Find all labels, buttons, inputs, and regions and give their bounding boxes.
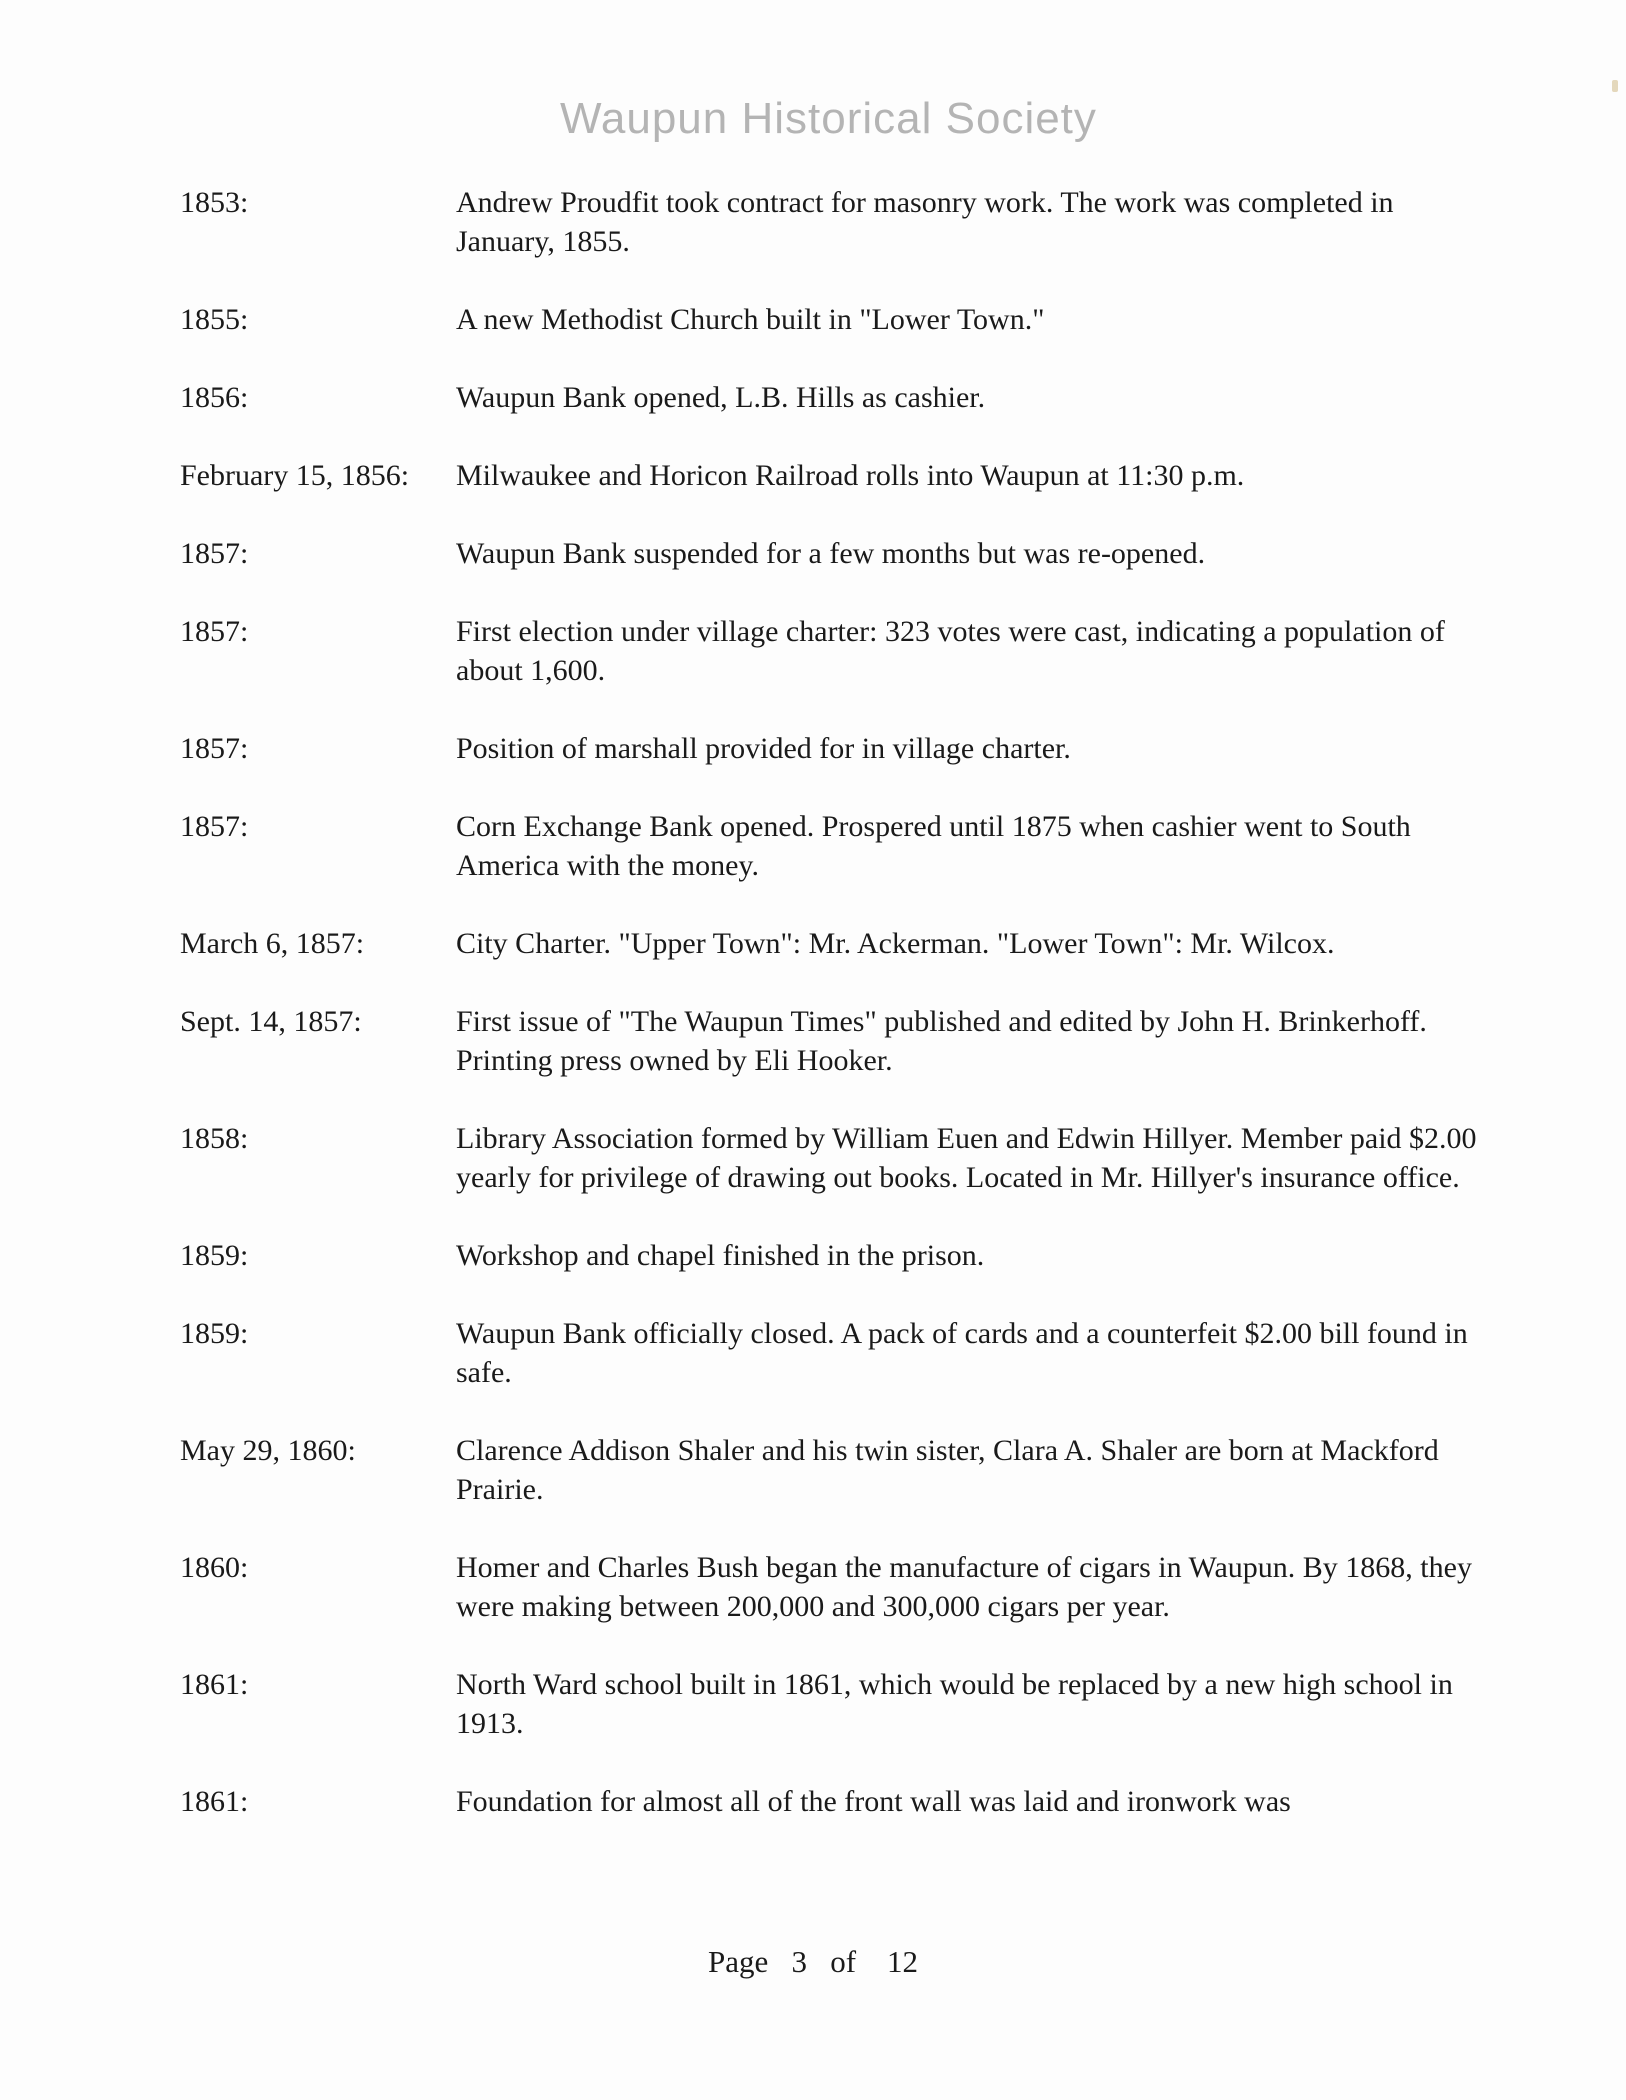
timeline <box>180 183 1480 1860</box>
watermark: Waupun Historical Society <box>560 94 1097 143</box>
entry-text: First election under village charter: 323 votes were cast, indicating a population of about 1,600. <box>456 615 1445 687</box>
timeline-entry <box>180 1314 1480 1392</box>
entry-text: Library Association formed by William Euen and Edwin Hillyer. Member paid $2.00 yearly for privilege of drawing out books. Located in Mr. Hillyer's insurance office. <box>456 1122 1477 1194</box>
entry-date: 1859: <box>180 1317 249 1350</box>
entry-text: Milwaukee and Horicon Railroad rolls into Waupun at 11:30 p.m. <box>456 459 1245 492</box>
page-footer <box>0 1944 1626 1980</box>
of-label: of <box>830 1944 857 1979</box>
entry-date: 1857: <box>180 732 249 765</box>
scan-speck <box>1612 80 1618 92</box>
timeline-entry <box>180 729 1480 768</box>
entry-date: February 15, 1856: <box>180 459 410 492</box>
entry-text: Workshop and chapel finished in the prison. <box>456 1239 985 1272</box>
timeline-entry <box>180 1548 1480 1626</box>
total-pages: 12 <box>887 1944 919 1979</box>
entry-date: 1853: <box>180 186 249 219</box>
timeline-entry <box>180 612 1480 690</box>
entry-text: Homer and Charles Bush began the manufacture of cigars in Waupun. By 1868, they were making between 200,000 and 300,000 cigars per year. <box>456 1551 1472 1623</box>
entry-date: March 6, 1857: <box>180 927 365 960</box>
entry-date: 1860: <box>180 1551 249 1584</box>
entry-text: First issue of "The Waupun Times" published and edited by John H. Brinkerhoff. Printing press owned by Eli Hooker. <box>456 1005 1427 1077</box>
entry-text: City Charter. "Upper Town": Mr. Ackerman. "Lower Town": Mr. Wilcox. <box>456 927 1335 960</box>
entry-date: 1857: <box>180 810 249 843</box>
entry-text: A new Methodist Church built in "Lower Town." <box>456 303 1045 336</box>
current-page-number: 3 <box>791 1944 807 1979</box>
entry-text: Clarence Addison Shaler and his twin sister, Clara A. Shaler are born at Mackford Prairie. <box>456 1434 1439 1506</box>
entry-text: Waupun Bank opened, L.B. Hills as cashier. <box>456 381 986 414</box>
timeline-entry <box>180 1782 1480 1821</box>
timeline-entry <box>180 1119 1480 1197</box>
entry-text: Position of marshall provided for in village charter. <box>456 732 1071 765</box>
entry-text: Waupun Bank suspended for a few months but was re-opened. <box>456 537 1206 570</box>
entry-date: 1859: <box>180 1239 249 1272</box>
entry-date: 1858: <box>180 1122 249 1155</box>
entry-date: Sept. 14, 1857: <box>180 1005 362 1038</box>
entry-text: Corn Exchange Bank opened. Prospered until 1875 when cashier went to South America with the money. <box>456 810 1411 882</box>
timeline-entry <box>180 534 1480 573</box>
timeline-entry <box>180 924 1480 963</box>
timeline-entry <box>180 1431 1480 1509</box>
entry-text: Foundation for almost all of the front wall was laid and ironwork was <box>456 1785 1291 1818</box>
entry-date: May 29, 1860: <box>180 1434 356 1467</box>
entry-date: 1856: <box>180 381 249 414</box>
entry-text: Andrew Proudfit took contract for masonry work. The work was completed in January, 1855. <box>456 186 1394 258</box>
entry-date: 1857: <box>180 537 249 570</box>
page-label: Page <box>707 1944 769 1979</box>
timeline-entry <box>180 300 1480 339</box>
entry-text: Waupun Bank officially closed. A pack of cards and a counterfeit $2.00 bill found in safe. <box>456 1317 1468 1389</box>
entry-date: 1861: <box>180 1785 249 1818</box>
timeline-entry <box>180 1665 1480 1743</box>
entry-date: 1861: <box>180 1668 249 1701</box>
timeline-entry <box>180 456 1480 495</box>
timeline-entry <box>180 1002 1480 1080</box>
entry-text: North Ward school built in 1861, which would be replaced by a new high school in 1913. <box>456 1668 1453 1740</box>
timeline-entry <box>180 807 1480 885</box>
entry-date: 1855: <box>180 303 249 336</box>
entry-date: 1857: <box>180 615 249 648</box>
timeline-entry <box>180 378 1480 417</box>
timeline-entry <box>180 183 1480 261</box>
timeline-entry <box>180 1236 1480 1275</box>
